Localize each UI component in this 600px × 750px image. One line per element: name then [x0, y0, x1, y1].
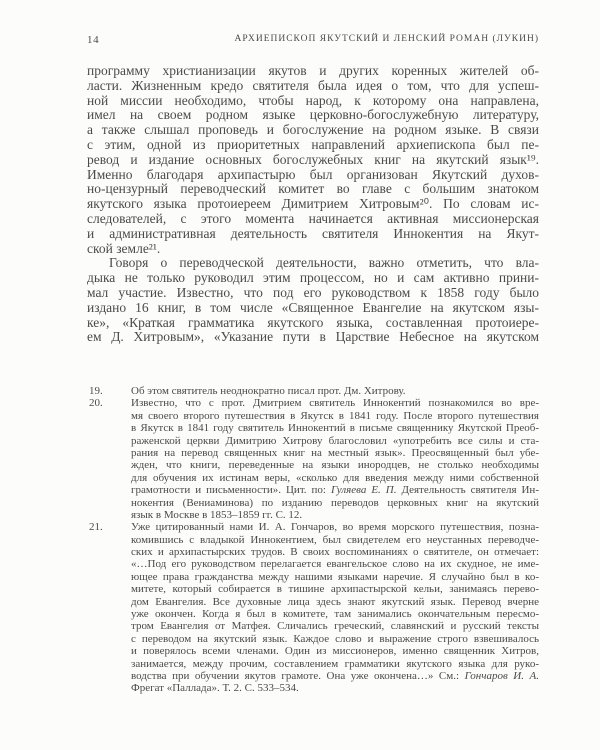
footnote-text: мя своего второго путешествия в Якутск в 1841 году. После второго путешествия — [131, 409, 539, 422]
footnote-text: для обучения их истинам веры, «сколько для введения между ними собственной — [131, 471, 539, 484]
footnote-line — [131, 484, 539, 496]
text-line: программу христианизации якутов и других коренных жителей об- — [87, 63, 539, 78]
footnote-text: с переводом на якутский язык. Каждое слово и выражение строго взвешивалось — [131, 632, 539, 645]
citation-author: Гуляева Е. П. — [330, 484, 397, 497]
footnote-text: рания на перевод священных книг на местный язык». Преосвященный был убе- — [131, 446, 539, 459]
text-line: ке», «Краткая грамматика якутского языка, составленная протоиере- — [87, 314, 539, 330]
footnote-text: тром Евангелия от Матфея. Сличались греческий, славянский и русский тексты — [131, 620, 539, 633]
text-line: мал участие. Известно, что под его руководством к 1858 году было — [87, 284, 539, 300]
footnote-text: нокентия (Вениаминова) по изданию переводов церковных книг на якутский — [131, 496, 539, 509]
footnote — [87, 385, 539, 397]
text-line: а также слышал проповедь и богослужение на родном языке. В связи — [87, 122, 539, 138]
footnote-line — [131, 435, 539, 447]
footnote-text: ющее права гражданства между нашими языками наречие. Я случайно был в ко- — [131, 570, 539, 583]
footnote-line — [131, 534, 539, 546]
footnote-line — [131, 682, 539, 694]
footnote-text: митете, который собирается в тишине архипастырской кельи, занимаясь перево- — [131, 583, 539, 596]
footnote-text: ских и архипастырских трудов. В своих воспоминаниях о святителе, он отмечает: — [131, 546, 539, 559]
text-line: и административная деятельность святителя Иннокентия на Якут- — [87, 225, 539, 241]
footnote-line — [131, 645, 539, 657]
text-line: ревод и издание основных богослужебных книг на якутский язык¹⁹. — [87, 151, 539, 167]
footnote-line — [131, 558, 539, 570]
running-title: АРХИЕПИСКОП ЯКУТСКИЙ И ЛЕНСКИЙ РОМАН (ЛУКИН) — [234, 34, 539, 44]
text-line: Именно благодаря архипастырю был организован Якутский духов- — [87, 166, 539, 182]
footnote-line — [131, 620, 539, 632]
footnote-line — [131, 608, 539, 620]
footnote-line — [131, 546, 539, 558]
text-line: якутского языка протоиереем Димитрием Хитровым²⁰. По словам ис- — [87, 196, 539, 212]
footnote-line — [131, 447, 539, 459]
footnote-line — [131, 583, 539, 595]
text-line: ласти. Жизненным кредо святителя была идея о том, что для успеш- — [87, 77, 539, 93]
footnote-number: 21. — [89, 521, 103, 534]
footnote-text: Фрегат «Паллада». Т. 2. С. 533–534. — [131, 682, 299, 695]
footnote-line — [131, 459, 539, 471]
footnote-line — [131, 633, 539, 645]
footnote-line — [131, 472, 539, 484]
footnote-text: раженской церкви Димитрию Хитрову благословил «употребить все силы и ста- — [131, 434, 539, 447]
footnote-line — [131, 571, 539, 583]
footnote-text: в Якутск в 1841 году святитель Иннокентий в письме священнику Якутской Преоб- — [131, 422, 539, 435]
footnote-text: занимается, между прочим, составлением грамматики якутского языка для руко- — [131, 657, 539, 670]
footnote-text: «…Под его руководством перелагается евангельское слово на их скудное, не име- — [131, 558, 539, 571]
footnote-line — [131, 658, 539, 670]
citation-author: Гончаров И. А. — [464, 669, 539, 682]
footnote-text: дом Евангелия. Все духовные лица здесь знают якутский язык. Перевод вчерне — [131, 595, 539, 608]
paragraph — [87, 256, 539, 345]
footnote-text: и поверялось всеми членами. Один из миссионеров, именно священник Хитров, — [131, 645, 539, 658]
footnote-line — [131, 410, 539, 422]
footnote-text: комившись с владыкой Иннокентием, был свидетелем его неустанных переводче- — [131, 533, 539, 546]
footnote — [87, 397, 539, 521]
page-number: 14 — [87, 34, 100, 46]
footnote-line — [131, 509, 539, 521]
footnote-line — [131, 521, 539, 533]
text-line: Говоря о переводческой деятельности, важно отметить, что вла- — [109, 255, 539, 271]
footnote-line — [131, 596, 539, 608]
footnote-line — [131, 497, 539, 509]
footnotes — [87, 385, 539, 695]
running-header — [87, 34, 539, 50]
text-line: имел на своем родном языке церковно-богослужебную литературу, — [87, 107, 539, 123]
footnote-line — [131, 385, 539, 397]
footnote-number: 20. — [89, 397, 103, 410]
footnote — [87, 521, 539, 694]
footnote-text: Известно, что с прот. Дмитрием святитель Иннокентий познакомился во вре- — [131, 397, 539, 410]
text-line: издано 16 книг, в том числе «Священное Евангелие на якутском язы- — [87, 299, 539, 315]
footnote-text: уже окончен. Когда я был в комитете, там занимались окончательным пересмо- — [131, 608, 539, 621]
text-line: ем Д. Хитровым», «Указание пути в Царствие Небесное на якутском — [87, 329, 539, 345]
footnote-line — [131, 670, 539, 682]
paragraph — [87, 64, 539, 256]
footnote-text: Об этом святитель неоднократно писал прот. Дм. Хитрову. — [131, 385, 406, 397]
text-line: дыка не только руководил этим процессом, но и сам активно прини- — [87, 270, 539, 286]
footnote-line — [131, 397, 539, 409]
footnote-line — [131, 422, 539, 434]
footnote-text: грамотности и письменности». Цит. по: — [131, 484, 331, 497]
main-text — [87, 64, 539, 345]
footnote-text: Уже цитированный нами И. А. Гончаров, во время морского путешествия, позна- — [131, 521, 539, 534]
footnote-number: 19. — [89, 385, 103, 397]
footnote-text: водства при обучении якутов грамоте. Она уже окончена…» См.: — [131, 669, 465, 682]
text-line: ской земле²¹. — [87, 240, 161, 256]
footnote-text: жден, что книги, переведенные на языки инородцев, не столько необходимы — [131, 459, 539, 472]
text-line: но-цензурный переводческий комитет во главе с большим знатоком — [87, 181, 539, 197]
text-line: с этим, одной из приоритетных направлений архиепископа был пе- — [87, 136, 539, 152]
text-line: следователей, с этого момента начинается активная миссионерская — [87, 210, 539, 226]
footnote-text: язык в Москве в 1853–1859 гг. С. 12. — [131, 508, 303, 521]
text-line: ной миссии необходимо, чтобы народ, к которому она направлена, — [87, 92, 539, 108]
footnote-text: Деятельность святителя Ин- — [396, 484, 539, 497]
